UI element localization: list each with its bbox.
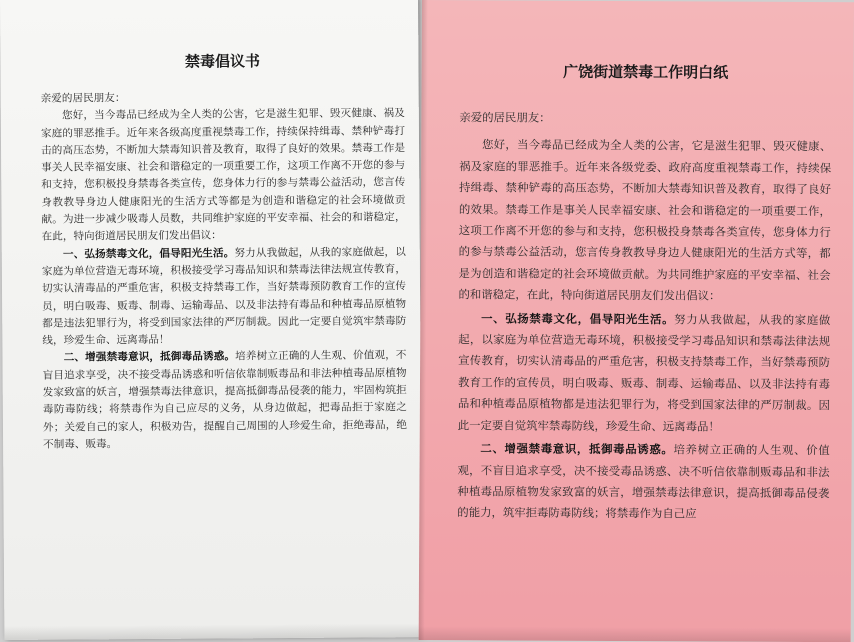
right-doc-greeting: 亲爱的居民朋友： xyxy=(459,110,551,125)
right-doc-section-2 xyxy=(457,438,829,526)
left-doc-greeting: 亲爱的居民朋友： xyxy=(40,92,126,105)
left-doc-bottom-shadow xyxy=(4,623,422,640)
right-document-page xyxy=(419,0,854,642)
right-doc-section-2-body: 培养树立正确的人生观、价值观，不盲目追求享受，决不接受毒品诱惑、决不听信依靠制贩毒品和非法种植毒品原植物发家致富的妖言，增强禁毒法律意识，提高抵御毒品侵袭的能力，筑牢拒毒防毒防线；将禁毒作为自己应 xyxy=(457,442,830,521)
left-doc-section-1 xyxy=(42,244,407,350)
right-doc-section-2-heading: 二、增强禁毒意识，抵御毒品诱惑。 xyxy=(480,441,674,457)
right-doc-section-1-body: 努力从我做起，从我的家庭做起，以家庭为单位营造无毒环境，积极接受学习毒品知识和禁毒法律法规宣传教育，切实认清毒品的严重危害，积极支持禁毒工作，当好禁毒预防教育工作的宣传员，明白吸毒、贩毒、制毒、运输毒品、以及非法持有毒品和种植毒品原植物都是违法犯罪行为，将受到国家法律的严厉制裁。因此一定要自觉筑牢禁毒防线，珍爱生命、远离毒品！ xyxy=(457,311,831,434)
left-doc-intro: 您好，当今毒品已经成为全人类的公害，它是滋生犯罪、毁灭健康、祸及家庭的罪恶推手。近年来各级高度重视禁毒工作，持续保持缉毒、禁种铲毒打击的高压态势，不断加大禁毒知识普及教育，取得了良好的效果。禁毒工作是事关人民幸福安康、社会和谐稳定的一项重要工作，这项工作离不开您的参与和支持，您积极投身禁毒各类宣传，您身体力行的参与禁毒公益活动，您言传身教教导身边人健康阳光的生活方式等都是为创造和谐稳定的社会环境做贡献。为进一步减少吸毒人员数，共同维护家庭的平安幸福、社会的和谐稳定，在此，特向街道居民朋友们发出倡议： xyxy=(40,107,406,244)
left-document-page xyxy=(0,0,422,640)
right-doc-section-1-heading: 一、弘扬禁毒文化，倡导阳光生活。 xyxy=(481,310,675,326)
left-doc-section-2 xyxy=(42,348,407,454)
left-doc-section-1-body: 努力从我做起，从我的家庭做起，以家庭为单位营造无毒环境，积极接受学习毒品知识和禁毒法律法规宣传教育，切实认清毒品的严重危害，积极支持禁毒工作，当好禁毒预防教育工作的宣传员，明白吸毒、贩毒、制毒、运输毒品、以及非法持有毒品和种植毒品原植物都是违法犯罪行为，将受到国家法律的严厉制裁。因此一定要自觉筑牢禁毒防线，珍爱生命、远离毒品！ xyxy=(41,245,407,347)
left-doc-section-2-heading: 二、增强禁毒意识，抵御毒品诱惑。 xyxy=(63,350,236,365)
right-doc-section-1 xyxy=(458,308,831,438)
left-doc-title: 禁毒倡议书 xyxy=(184,52,260,71)
right-doc-intro: 您好，当今毒品已经成为全人类的公害，它是滋生犯罪、毁灭健康、祸及家庭的罪恶推手。近年来各级党委、政府高度重视禁毒工作，持续保持缉毒、禁种铲毒的高压态势，不断加大禁毒知识普及教育，取得了良好的效果。禁毒工作是事关人民幸福安康、社会和谐稳定的一项重要工作，这项工作离不开您的参与和支持，您积极投身禁毒各类宣传，您身体力行的参与禁毒公益活动，您言传身教教导身边人健康阳光的生活方式等，都是为创造和谐稳定的社会环境做贡献。为共同维护家庭的平安幸福、社会的和谐稳定，在此，特向街道居民朋友们发出倡议： xyxy=(458,137,832,303)
right-doc-title: 广饶街道禁毒工作明白纸 xyxy=(563,62,729,82)
left-doc-section-1-heading: 一、弘扬禁毒文化，倡导阳光生活。 xyxy=(62,247,235,261)
left-doc-section-2-body: 培养树立正确的人生观、价值观，不盲目追求享受，决不接受毒品诱惑和听信依靠制贩毒品和非法种植毒品原植物发家致富的妖言，增强禁毒法律意识，提高抵御毒品侵袭的能力，牢固构筑拒毒防毒防线；将禁毒作为自己应尽的义务，从身边做起，把毒品拒于家庭之外；关爱自己的家人，积极劝告，提醒自己周围的人珍爱生命，拒绝毒品，绝不制毒、贩毒。 xyxy=(42,349,408,451)
